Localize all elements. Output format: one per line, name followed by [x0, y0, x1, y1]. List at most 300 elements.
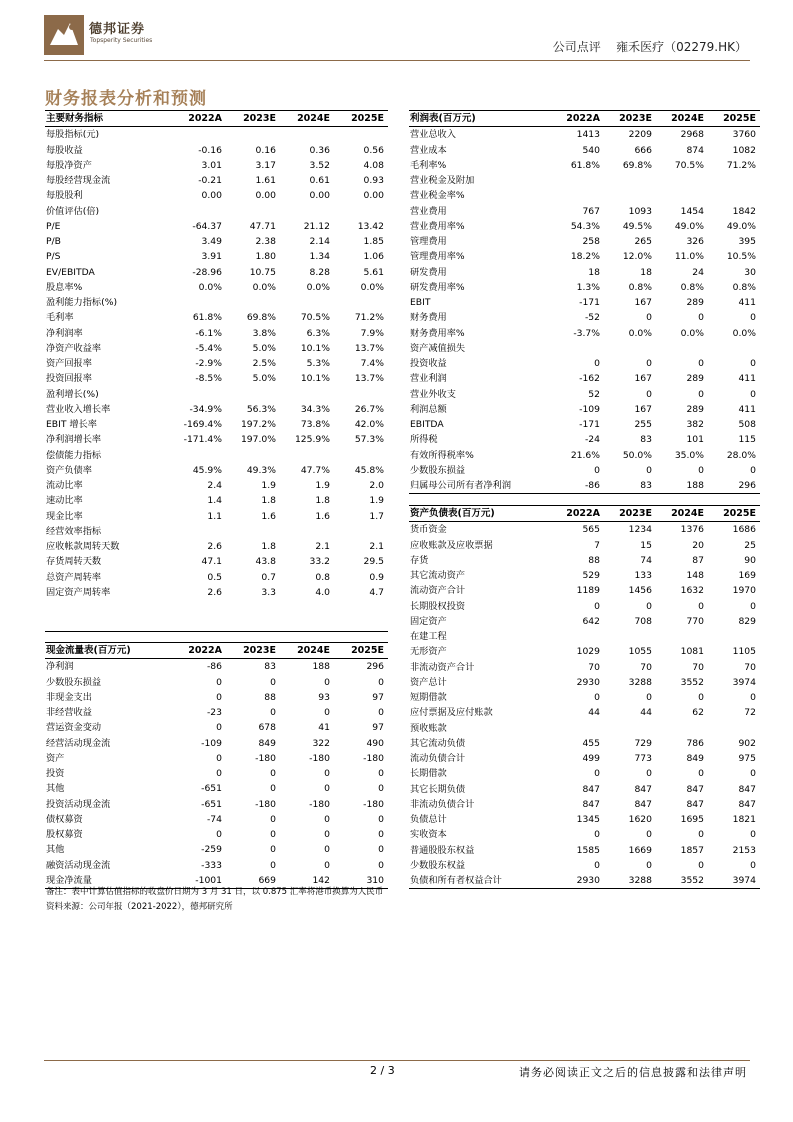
table-cell: 0.36: [309, 144, 330, 156]
table-cell: 565: [582, 524, 600, 536]
table-cell: 265: [634, 236, 652, 247]
table-cell: [334, 204, 388, 219]
table-cell: 0: [750, 358, 756, 369]
table-cell: 61.8%: [570, 159, 600, 171]
table-cell: 71.2%: [354, 312, 384, 324]
row-label: 其它长期负债: [410, 783, 466, 795]
table-row: [45, 524, 388, 539]
table-cell: 97: [372, 722, 384, 734]
table-cell: 8.28: [309, 266, 330, 278]
table-row: [409, 326, 760, 341]
table-row: [409, 690, 760, 705]
table-cell: 0: [750, 388, 756, 400]
table-cell: 2.1: [369, 541, 384, 552]
table-cell: 0: [378, 844, 384, 856]
table-cell: 847: [582, 783, 600, 795]
table-cell: 0: [324, 768, 330, 779]
table-cell: 0: [698, 859, 704, 871]
table-cell: 0: [646, 768, 652, 780]
table-cell: 0.8%: [628, 281, 652, 293]
table-cell: 1.8: [261, 541, 276, 552]
table-cell: 0: [646, 600, 652, 612]
table-cell: 47.71: [249, 220, 276, 232]
table-row: [409, 402, 760, 417]
row-label: 融资活动现金流: [46, 859, 111, 871]
table-cell: 0.0%: [732, 327, 756, 339]
row-label: 营业费用: [410, 205, 447, 217]
table-cell: 28.0%: [726, 449, 756, 461]
table-row: [409, 234, 760, 249]
table-cell: 70: [744, 661, 756, 673]
table-cell: 3552: [680, 676, 704, 688]
table-cell: 382: [686, 419, 704, 430]
table-cell: 0: [698, 600, 704, 612]
row-label: 管理费用率%: [410, 251, 465, 263]
table-row: [45, 570, 388, 585]
table-row: [45, 781, 388, 796]
row-label: 净资产收益率: [46, 342, 102, 354]
table-cell: 322: [312, 737, 330, 749]
table-cell: 56.3%: [246, 403, 276, 415]
row-label: 营业费用率%: [410, 220, 465, 232]
table-header-row: [409, 111, 760, 127]
row-label: 资产减值损失: [410, 342, 466, 354]
table-row: [45, 493, 388, 508]
column-header: 2023E: [226, 111, 280, 127]
table-cell: 18: [588, 266, 600, 278]
table-cell: 2.38: [255, 236, 276, 247]
table-cell: 18: [640, 266, 652, 278]
row-label: 资产负债率: [46, 464, 92, 476]
table-cell: 10.5%: [726, 251, 756, 263]
row-label: 营业外收支: [410, 388, 456, 400]
table-cell: 1857: [680, 844, 704, 856]
income-statement-table: [409, 110, 760, 494]
table-cell: 188: [656, 478, 708, 494]
row-label: 流动负债合计: [410, 753, 466, 764]
table-row: [409, 249, 760, 264]
table-cell: 73.8%: [300, 419, 330, 430]
table-row: [409, 127, 760, 143]
table-cell: 3760: [732, 129, 756, 141]
table-cell: 847: [686, 783, 704, 795]
table-cell: [708, 721, 760, 736]
table-cell: 74: [640, 554, 652, 566]
table-cell: 3.3: [261, 586, 276, 598]
row-label: 营运资金变动: [46, 722, 102, 734]
table-cell: 1.8: [261, 495, 276, 507]
table-cell: 455: [582, 737, 600, 749]
table-cell: 310: [334, 873, 388, 889]
table-row: [409, 219, 760, 234]
table-row: [409, 448, 760, 463]
table-cell: 52: [588, 388, 600, 400]
table-cell: 45.8%: [354, 464, 384, 476]
row-label: 每股股利: [46, 190, 83, 202]
table-row: [45, 326, 388, 341]
table-cell: 7.9%: [360, 327, 384, 339]
table-cell: 0.0%: [628, 327, 652, 339]
row-label: 其它流动负债: [410, 737, 466, 749]
table-cell: 49.5%: [622, 220, 652, 232]
table-cell: 1413: [576, 129, 600, 141]
table-cell: 3.01: [201, 159, 222, 171]
table-cell: 1055: [628, 646, 652, 658]
table-cell: 54.3%: [570, 220, 600, 232]
table-cell: 25: [744, 539, 756, 551]
column-header: 2022A: [172, 111, 226, 127]
table-cell: 1234: [628, 524, 652, 536]
table-cell: 0: [594, 829, 600, 841]
table-cell: [708, 629, 760, 644]
table-cell: 70: [588, 661, 600, 673]
table-cell: 4.08: [363, 159, 384, 171]
table-cell: -109: [579, 403, 600, 415]
table-cell: 24: [692, 266, 704, 278]
table-cell: 35.0%: [674, 449, 704, 461]
table-cell: 0: [378, 768, 384, 779]
table-cell: 10.1%: [300, 342, 330, 354]
table-cell: 5.3%: [306, 358, 330, 369]
row-label: 股息率%: [46, 281, 83, 293]
table-header-row: [45, 643, 388, 659]
table-cell: 87: [692, 554, 704, 566]
table-cell: [226, 524, 280, 539]
row-label: 所得税: [410, 434, 438, 446]
table-cell: -171: [579, 419, 600, 430]
table-cell: 0: [750, 600, 756, 612]
row-label: 短期借款: [410, 692, 447, 703]
row-label: 营业成本: [410, 144, 447, 156]
table-cell: 0.00: [363, 190, 384, 202]
row-label: P/E: [46, 220, 61, 232]
table-cell: 1.9: [315, 480, 330, 491]
table-cell: [656, 188, 708, 203]
table-cell: [656, 629, 708, 644]
table-row: [409, 660, 760, 675]
table-cell: 0: [216, 676, 222, 688]
table-cell: 1686: [732, 524, 756, 536]
table-row: [409, 310, 760, 325]
table-cell: -180: [309, 752, 330, 764]
table-cell: -5.4%: [195, 342, 222, 354]
table-cell: 0: [378, 829, 384, 840]
table-cell: 0.8: [315, 571, 330, 583]
table-cell: 258: [582, 236, 600, 247]
table-cell: 0.0%: [680, 327, 704, 339]
table-cell: [334, 524, 388, 539]
table-cell: 2.4: [207, 480, 222, 491]
column-header: 2025E: [708, 111, 760, 127]
table-cell: 0: [324, 783, 330, 795]
table-row: [45, 539, 388, 554]
table-row: [45, 659, 388, 675]
table-cell: 395: [738, 236, 756, 247]
table-row: [409, 417, 760, 432]
table-cell: 2968: [680, 129, 704, 141]
table-cell: 2930: [552, 873, 604, 889]
brand-name-cn: 德邦证券: [89, 22, 146, 37]
row-label: 毛利率: [46, 312, 74, 324]
column-header: 2024E: [280, 643, 334, 659]
table-cell: 2.14: [309, 236, 330, 247]
table-cell: -171: [579, 297, 600, 308]
table-cell: 115: [738, 434, 756, 446]
table-cell: 49.3%: [246, 464, 276, 476]
table-cell: 1.6: [261, 510, 276, 522]
table-title: 利润表(百万元): [409, 111, 552, 127]
table-cell: 829: [738, 615, 756, 627]
table-row: [409, 371, 760, 386]
table-cell: -1001: [172, 873, 226, 889]
table-cell: 847: [634, 783, 652, 795]
row-label: 非流动负债合计: [410, 798, 475, 810]
company-name: 雍禾医疗（02279.HK）: [616, 40, 747, 54]
table-cell: 0: [324, 859, 330, 871]
brand-name-en: Topsperity Securities: [90, 37, 153, 44]
table-cell: 133: [634, 570, 652, 581]
table-cell: 3974: [732, 676, 756, 688]
row-label: 其它流动资产: [410, 570, 466, 581]
table-cell: 2.5%: [252, 358, 276, 369]
table-cell: 0: [216, 691, 222, 703]
row-label: EBIT 增长率: [46, 419, 97, 430]
table-cell: 411: [738, 403, 756, 415]
table-cell: 786: [686, 737, 704, 749]
table-cell: -34.9%: [189, 403, 222, 415]
row-label: 盈利能力指标(%): [46, 297, 118, 308]
table-cell: 1.4: [207, 495, 222, 507]
row-label: 营业总收入: [410, 129, 456, 141]
table-cell: [552, 173, 604, 188]
table-cell: -64.37: [192, 220, 222, 232]
row-label: 债权募资: [46, 813, 83, 825]
table-cell: 3.52: [309, 159, 330, 171]
row-label: 营业税金率%: [410, 190, 465, 202]
row-label: 偿债能力指标: [46, 449, 102, 461]
table-cell: [280, 524, 334, 539]
table-row: [409, 782, 760, 797]
table-cell: [604, 341, 656, 356]
table-cell: 0: [378, 859, 384, 871]
table-row: [409, 387, 760, 402]
table-row: [45, 448, 388, 463]
row-label: 负债和所有者权益合计: [409, 873, 552, 889]
table-row: [45, 295, 388, 310]
table-row: [45, 675, 388, 690]
row-label: 价值评估(倍): [46, 205, 100, 217]
table-cell: [604, 629, 656, 644]
table-cell: [552, 188, 604, 203]
table-cell: 0.61: [309, 175, 330, 186]
table-cell: 0: [270, 813, 276, 825]
table-cell: 0: [216, 722, 222, 734]
table-cell: 289: [686, 403, 704, 415]
table-cell: 0: [646, 829, 652, 841]
table-row: [45, 265, 388, 280]
table-cell: 1.8: [315, 495, 330, 507]
table-cell: 49.0%: [726, 220, 756, 232]
column-header: 2025E: [708, 506, 760, 522]
row-label: 经营效率指标: [46, 525, 102, 537]
table-cell: 13.7%: [354, 373, 384, 385]
table-row: [409, 705, 760, 720]
table-cell: 0.0%: [252, 281, 276, 293]
table-cell: -259: [201, 844, 222, 856]
table-cell: [708, 341, 760, 356]
table-row: [45, 249, 388, 264]
table-cell: 0: [698, 768, 704, 780]
table-row: [409, 204, 760, 219]
table-cell: 0: [594, 768, 600, 780]
row-label: 非流动资产合计: [410, 661, 475, 673]
table-cell: 499: [582, 753, 600, 764]
table-cell: 3.91: [201, 251, 222, 263]
table-cell: 62: [692, 707, 704, 719]
table-cell: 2153: [732, 844, 756, 856]
table-cell: 5.61: [363, 266, 384, 278]
table-cell: 45.9%: [192, 464, 222, 476]
table-cell: 0.93: [363, 175, 384, 186]
table-cell: 0: [216, 768, 222, 779]
table-cell: 529: [582, 570, 600, 581]
row-label: 速动比率: [46, 495, 83, 507]
table-cell: [334, 448, 388, 463]
table-cell: 508: [738, 419, 756, 430]
table-row: [45, 766, 388, 781]
table-title: 现金流量表(百万元): [45, 643, 172, 659]
table-row: [45, 842, 388, 857]
table-cell: 0: [594, 600, 600, 612]
table-cell: [656, 721, 708, 736]
table-row: [45, 615, 388, 631]
table-cell: -180: [363, 798, 384, 810]
table-cell: [226, 600, 280, 615]
table-cell: 289: [686, 297, 704, 308]
table-cell: 411: [738, 373, 756, 385]
table-cell: 3974: [708, 873, 760, 889]
desun-logo-icon: [44, 15, 84, 55]
table-row: [45, 204, 388, 219]
table-cell: 1.34: [309, 251, 330, 263]
table-cell: 2.6: [207, 541, 222, 552]
table-cell: 0: [646, 312, 652, 324]
table-cell: 1345: [576, 814, 600, 825]
disclaimer: 请务必阅读正文之后的信息披露和法律声明: [519, 1066, 747, 1079]
table-cell: 0: [698, 829, 704, 841]
table-row: [409, 356, 760, 371]
table-cell: 197.2%: [240, 419, 276, 430]
table-cell: 1029: [576, 646, 600, 658]
row-label: 研发费用率%: [410, 281, 465, 293]
table-cell: 70.5%: [300, 312, 330, 324]
table-cell: 188: [312, 661, 330, 673]
table-cell: 1620: [628, 814, 652, 825]
table-cell: -162: [579, 373, 600, 385]
table-row: [45, 356, 388, 371]
table-cell: 0: [594, 859, 600, 871]
main-indicators-table: [45, 110, 388, 632]
table-cell: 0: [698, 388, 704, 400]
row-label: 存货: [410, 554, 429, 566]
table-cell: [280, 615, 334, 631]
row-label: 长期借款: [410, 768, 447, 780]
table-cell: 296: [708, 478, 760, 494]
table-cell: -180: [255, 798, 276, 810]
table-cell: 767: [582, 205, 600, 217]
table-cell: -86: [552, 478, 604, 494]
table-cell: 1081: [680, 646, 704, 658]
row-label: 财务费用率%: [410, 327, 465, 339]
table-row: [45, 827, 388, 842]
column-header: 2023E: [604, 506, 656, 522]
table-row: [409, 553, 760, 568]
table-row: [45, 600, 388, 615]
table-cell: -86: [206, 661, 222, 673]
table-cell: 41: [318, 722, 330, 734]
table-cell: -333: [201, 859, 222, 871]
row-label: 利润总额: [410, 403, 447, 415]
table-cell: 43.8: [255, 556, 276, 568]
table-cell: 0: [594, 358, 600, 369]
table-cell: 15: [640, 539, 652, 551]
table-cell: 0.8%: [680, 281, 704, 293]
table-row: [45, 387, 388, 402]
row-label: 投资: [46, 768, 65, 779]
table-row: [409, 522, 760, 538]
table-cell: 167: [634, 297, 652, 308]
table-header-row: [45, 111, 388, 127]
table-cell: 0: [378, 783, 384, 795]
row-label: 实收资本: [410, 829, 447, 841]
table-row: [45, 554, 388, 569]
table-cell: [280, 600, 334, 615]
table-cell: 0: [646, 464, 652, 476]
row-label: 流动资产合计: [410, 585, 466, 597]
row-label: 投资活动现金流: [46, 798, 111, 810]
table-cell: 7: [594, 539, 600, 551]
table-cell: 33.2: [309, 556, 330, 568]
table-cell: 97: [372, 691, 384, 703]
table-row: [409, 873, 760, 889]
table-cell: -109: [201, 737, 222, 749]
row-label: 现金净流量: [45, 873, 172, 889]
row-label: 毛利率%: [410, 159, 447, 171]
table-row: [45, 417, 388, 432]
table-cell: 47.7%: [300, 464, 330, 476]
table-cell: 44: [640, 707, 652, 719]
table-cell: 902: [738, 737, 756, 749]
table-cell: 4.7: [369, 586, 384, 598]
table-cell: 69.8%: [622, 159, 652, 171]
table-cell: [172, 600, 226, 615]
row-label: 资产回报率: [46, 358, 92, 369]
table-cell: 1.9: [369, 495, 384, 507]
table-cell: 669: [226, 873, 280, 889]
table-cell: 1.06: [363, 251, 384, 263]
table-cell: 101: [686, 434, 704, 446]
data-source: 资料来源：公司年报（2021-2022），德邦研究所: [46, 902, 233, 912]
table-cell: 10.75: [249, 266, 276, 278]
table-cell: 0: [270, 707, 276, 718]
table-cell: -24: [584, 434, 600, 446]
table-cell: -23: [206, 707, 222, 718]
table-cell: 44: [588, 707, 600, 719]
table-cell: 5.0%: [252, 342, 276, 354]
table-cell: 0: [750, 692, 756, 703]
row-label: 营业利润: [410, 373, 447, 385]
table-cell: 0: [324, 844, 330, 856]
